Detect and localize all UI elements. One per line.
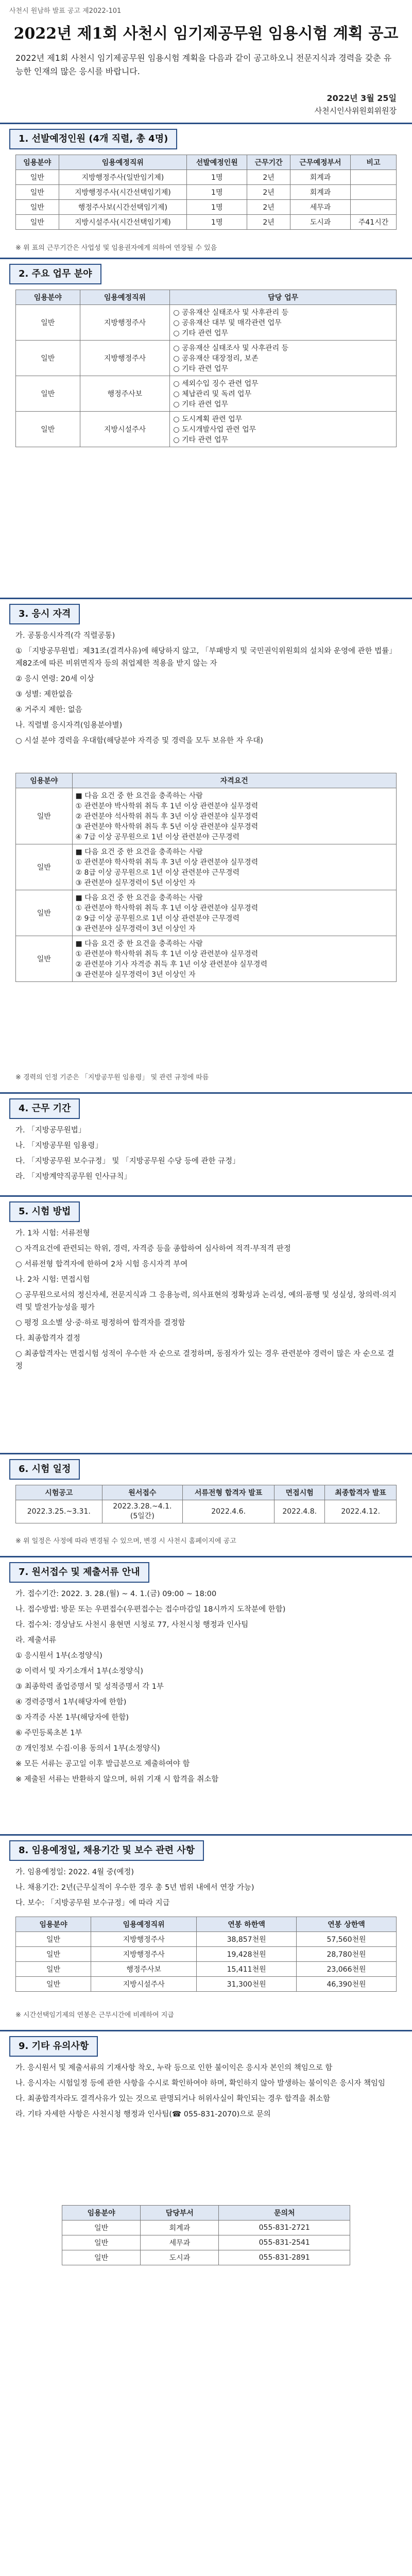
- section-heading-1: 1. 선발예정인원 (4개 직렬, 총 4명): [9, 129, 177, 149]
- paragraph: 가. 공통응시자격(각 직렬공통): [15, 632, 115, 640]
- table-row: [16, 1947, 397, 1962]
- table-row: [16, 1962, 397, 1977]
- table-cell: ■ 다음 요건 중 한 요건을 충족하는 사람 ① 관련분야 학사학위 취득 후 3년 이상 관련분야 실무경력 ② 8급 이상 공무원으로 1년 이상 관련분야 근무경력 ③ 관련분야 실무경력이 5년 이상인 자: [72, 844, 396, 890]
- column-header: 서류전형 합격자 발표: [183, 1485, 274, 1500]
- table-cell: 23,066천원: [297, 1962, 397, 1977]
- intro-paragraph: 2022년 제1회 사천시 임기제공무원 임용시험 계획을 다음과 같이 공고하오니 전문지식과 경력을 갖춘 유능한 인재의 많은 응시를 바랍니다.: [15, 53, 392, 76]
- section-heading-4: 4. 근무 기간: [9, 1098, 80, 1119]
- paragraph: 라. 기타 자세한 사항은 사천시청 행정과 인사팀(☎ 055-831-2070)으로 문의: [15, 2110, 271, 2119]
- column-header: 선발예정인원: [187, 155, 247, 170]
- table-cell: 2년: [247, 200, 290, 215]
- table-row: [16, 788, 397, 844]
- column-header: 근무기간: [247, 155, 290, 170]
- paragraph: 나. 응시자는 시험일정 등에 관한 사항을 수시로 확인하여야 하며, 확인하지 않아 발생하는 불이익은 응시자 책임임: [15, 2079, 386, 2088]
- table-row: [62, 2221, 350, 2235]
- table-cell: 2022.3.25.~3.31.: [16, 1500, 102, 1523]
- eligibility-text: [15, 630, 397, 750]
- table-cell: ■ 다음 요건 중 한 요건을 충족하는 사람 ① 관련분야 학사학위 취득 후 1년 이상 관련분야 실무경력 ② 관련분야 기사 자격증 취득 후 1년 이상 관련분야 실무경력 ③ 관련분야 실무경력이 3년 이상인 자: [72, 936, 396, 982]
- table-cell: 38,857천원: [197, 1932, 297, 1947]
- paragraph: 다. 최종합격자라도 결격사유가 있는 것으로 판명되거나 허위사실이 확인되는 경우 합격을 취소함: [15, 2095, 330, 2103]
- paragraph: 가. 접수기간: 2022. 3. 28.(월) ~ 4. 1.(금) 09:00 ~ 18:00: [15, 1590, 217, 1598]
- table-cell: 일반: [16, 215, 59, 230]
- table-cell: 일반: [16, 305, 80, 341]
- table-cell: 도시과: [141, 2250, 219, 2265]
- paragraph: ○ 공무원으로서의 정신자세, 전문지식과 그 응용능력, 의사표현의 정확성과 논리성, 예의·품행 및 성실성, 창의력·의지력 및 발전가능성을 평가: [15, 1291, 397, 1312]
- paragraph: 가. 1차 시험: 서류전형: [15, 1229, 90, 1238]
- table-cell: 2년: [247, 185, 290, 200]
- table-cell: 회계과: [290, 170, 350, 185]
- paragraph: ⑥ 주민등록초본 1부: [15, 1729, 82, 1737]
- table-cell: 15,411천원: [197, 1962, 297, 1977]
- paragraph: ② 이력서 및 자기소개서 1부(소정양식): [15, 1667, 144, 1675]
- column-header: 자격요건: [72, 773, 396, 788]
- column-header: 임용분야: [16, 155, 59, 170]
- duty-table: [15, 290, 397, 447]
- table-row: [16, 341, 397, 376]
- section-heading-8: 8. 임용예정일, 채용기간 및 보수 관련 사항: [9, 1840, 204, 1861]
- section-heading-7: 7. 원서접수 및 제출서류 안내: [9, 1562, 149, 1583]
- table-cell: 055-831-2541: [219, 2235, 350, 2250]
- table-cell: 일반: [16, 185, 59, 200]
- table-cell: 회계과: [290, 185, 350, 200]
- table-cell: ○ 공유재산 실태조사 및 사후관리 등 ○ 공유재산 대부 및 매각관련 업무 ○ 기타 관련 업무: [170, 305, 397, 341]
- paragraph: ○ 서류전형 합격자에 한하여 2차 시험 응시자격 부여: [15, 1260, 188, 1268]
- selection-note: ※ 위 표의 근무기간은 사업성 및 임용권자에게 의하여 연장될 수 있음: [15, 244, 217, 252]
- paragraph: ③ 최종학력 졸업증명서 및 성적증명서 각 1부: [15, 1683, 164, 1691]
- paragraph: 나. 2차 시험: 면접시험: [15, 1276, 90, 1284]
- table-cell: 2년: [247, 170, 290, 185]
- section-heading-6: 6. 시험 일정: [9, 1459, 80, 1480]
- paragraph: ※ 제출된 서류는 반환하지 않으며, 허위 기재 시 합격을 취소함: [15, 1775, 219, 1784]
- column-header: 임용분야: [62, 2206, 141, 2221]
- table-cell: 일반: [16, 936, 73, 982]
- table-cell: 2022.4.12.: [325, 1500, 397, 1523]
- table-cell: 행정주사보: [80, 376, 170, 412]
- table-cell: 지방행정주사: [80, 341, 170, 376]
- issuing-organization: 사천시인사위원회위원장: [314, 106, 397, 115]
- paragraph: 가. 응시원서 및 제출서류의 기재사항 착오, 누락 등으로 인한 불이익은 응시자 본인의 책임으로 함: [15, 2064, 333, 2072]
- table-row: [16, 215, 397, 230]
- table-cell: [351, 170, 397, 185]
- column-header: 문의처: [219, 2206, 350, 2221]
- table-cell: 행정주사보(시간선택임기제): [59, 200, 187, 215]
- paragraph: 다. 보수: 「지방공무원 보수규정」에 따라 지급: [15, 1899, 170, 1907]
- document-id: 사천시 원남하 발표 공고 제2022-101: [9, 7, 122, 15]
- page-title: 2022년 제1회 사천시 임기제공무원 임용시험 계획 공고: [13, 25, 399, 43]
- table-row: [16, 1977, 397, 1992]
- table-row: [16, 376, 397, 412]
- column-header: 임용분야: [16, 773, 73, 788]
- paragraph: 다. 최종합격자 결정: [15, 1334, 80, 1343]
- table-cell: 일반: [16, 890, 73, 936]
- column-header: 연봉 하한액: [197, 1917, 297, 1932]
- table-cell: 46,390천원: [297, 1977, 397, 1992]
- column-header: 연봉 상한액: [297, 1917, 397, 1932]
- column-header: 원서접수: [102, 1485, 183, 1500]
- table-cell: 1명: [187, 185, 247, 200]
- column-header: 담당부서: [141, 2206, 219, 2221]
- table-cell: 일반: [16, 341, 80, 376]
- table-cell: 일반: [16, 1947, 91, 1962]
- schedule-note: ※ 위 일정은 사정에 따라 변경될 수 있으며, 변경 시 사천시 홈페이지에 공고: [15, 1537, 236, 1545]
- table-cell: 일반: [62, 2250, 141, 2265]
- table-cell: ○ 도시계획 관련 업무 ○ 도시개발사업 관련 업무 ○ 기타 관련 업무: [170, 412, 397, 447]
- table-cell: 055-831-2721: [219, 2221, 350, 2235]
- table-cell: [351, 185, 397, 200]
- table-cell: 지방행정주사(시간선택임기제): [59, 185, 187, 200]
- table-cell: 일반: [16, 412, 80, 447]
- table-cell: 지방시설주사: [80, 412, 170, 447]
- section-divider: [0, 1092, 412, 1094]
- table-row: [16, 936, 397, 982]
- paragraph: 가. 「지방공무원법」: [15, 1126, 86, 1134]
- table-cell: 일반: [16, 788, 73, 844]
- paragraph: 가. 임용예정일: 2022. 4월 중(예정): [15, 1868, 134, 1876]
- paragraph: ※ 모든 서류는 공고일 이후 발급분으로 제출하여야 함: [15, 1760, 190, 1768]
- table-cell: 행정주사보: [91, 1962, 197, 1977]
- section-divider: [0, 2030, 412, 2031]
- table-row: [16, 200, 397, 215]
- salary-table: [15, 1917, 397, 1992]
- table-cell: 2022.4.6.: [183, 1500, 274, 1523]
- table-cell: 지방시설주사: [91, 1977, 197, 1992]
- paragraph: ③ 성별: 제한없음: [15, 690, 73, 699]
- table-cell: 1명: [187, 200, 247, 215]
- table-cell: 1명: [187, 215, 247, 230]
- paragraph: ⑦ 개인정보 수집·이용 동의서 1부(소정양식): [15, 1744, 160, 1753]
- table-cell: 2년: [247, 215, 290, 230]
- table-cell: 28,780천원: [297, 1947, 397, 1962]
- section-heading-5: 5. 시험 방법: [9, 1201, 80, 1222]
- paragraph: 나. 접수방법: 방문 또는 우편접수(우편접수는 접수마감일 18시까지 도착분에 한함): [15, 1605, 286, 1614]
- selection-table: [15, 155, 397, 230]
- column-header: 시험공고: [16, 1485, 102, 1500]
- section-divider: [0, 123, 412, 124]
- paragraph: 라. 「지방계약직공무원 인사규칙」: [15, 1173, 131, 1181]
- paragraph: 나. 「지방공무원 임용령」: [15, 1142, 102, 1150]
- table-row: [62, 2250, 350, 2265]
- eligibility-note: ※ 경력의 인정 기준은 「지방공무원 임용령」 및 관련 규정에 따름: [15, 1074, 209, 1081]
- contact-table: [62, 2205, 350, 2265]
- table-row: [16, 305, 397, 341]
- paragraph: ⑤ 자격증 사본 1부(해당자에 한함): [15, 1714, 129, 1722]
- paragraph: ④ 거주지 제한: 없음: [15, 706, 82, 714]
- table-row: [16, 844, 397, 890]
- table-cell: 회계과: [141, 2221, 219, 2235]
- column-header: 임용분야: [16, 290, 80, 305]
- table-row: [62, 2235, 350, 2250]
- table-cell: 055-831-2891: [219, 2250, 350, 2265]
- table-cell: 19,428천원: [197, 1947, 297, 1962]
- table-cell: ○ 세외수입 징수 관련 업무 ○ 체납관리 및 독려 업무 ○ 기타 관련 업무: [170, 376, 397, 412]
- paragraph: ④ 경력증명서 1부(해당자에 한함): [15, 1698, 127, 1706]
- paragraph: 다. 「지방공무원 보수규정」 및 「지방공무원 수당 등에 관한 규정」: [15, 1157, 240, 1165]
- section-divider: [0, 1556, 412, 1557]
- paragraph: ① 응시원서 1부(소정양식): [15, 1652, 102, 1660]
- table-cell: 31,300천원: [197, 1977, 297, 1992]
- table-cell: 지방행정주사(일반임기제): [59, 170, 187, 185]
- table-cell: 일반: [62, 2235, 141, 2250]
- table-cell: 지방행정주사: [91, 1932, 197, 1947]
- column-header: 담당 업무: [170, 290, 397, 305]
- table-cell: 지방시설주사(시간선택임기제): [59, 215, 187, 230]
- paragraph: ① 「지방공무원법」제31조(결격사유)에 해당하지 않고, 「부패방지 및 국민권익위원회의 설치와 운영에 관한 법률」제82조에 따른 비위면직자 등의 취업제한 적용을 받지 않는 자: [15, 647, 397, 668]
- section-heading-9: 9. 기타 유의사항: [9, 2036, 98, 2057]
- table-row: [16, 1500, 397, 1523]
- column-header: 임용예정직위: [59, 155, 187, 170]
- schedule-table: [15, 1485, 397, 1523]
- column-header: 임용예정직위: [80, 290, 170, 305]
- table-cell: 2022.4.8.: [274, 1500, 325, 1523]
- table-cell: 일반: [16, 1932, 91, 1947]
- paragraph: 다. 접수처: 경상남도 사천시 용현면 시청로 77, 사천시청 행정과 인사팀: [15, 1621, 249, 1629]
- table-cell: 지방행정주사: [91, 1947, 197, 1962]
- appointment-text: [15, 1866, 397, 1912]
- table-cell: 지방행정주사: [80, 305, 170, 341]
- column-header: 근무예정부서: [290, 155, 350, 170]
- column-header: 면접시험: [274, 1485, 325, 1500]
- column-header: 임용예정직위: [91, 1917, 197, 1932]
- table-cell: 57,560천원: [297, 1932, 397, 1947]
- section-divider: [0, 258, 412, 259]
- notes-text: [15, 2062, 397, 2124]
- table-row: [16, 1932, 397, 1947]
- section-divider: [0, 1453, 412, 1454]
- table-row: [16, 412, 397, 447]
- section-heading-3: 3. 응시 자격: [9, 604, 80, 624]
- section-divider: [0, 598, 412, 599]
- publish-date: 2022년 3월 25일: [327, 93, 397, 103]
- table-cell: 1명: [187, 170, 247, 185]
- table-cell: ■ 다음 요건 중 한 요건을 충족하는 사람 ① 관련분야 박사학위 취득 후 1년 이상 관련분야 실무경력 ② 관련분야 석사학위 취득 후 3년 이상 관련분야 실무경력 ③ 관련분야 학사학위 취득 후 5년 이상 관련분야 실무경력 ④ 7급 이상 공무원으로 1년 이상 관련분야 근무경력: [72, 788, 396, 844]
- column-header: 비고: [351, 155, 397, 170]
- table-cell: 일반: [16, 200, 59, 215]
- paragraph: ② 응시 연령: 20세 이상: [15, 675, 94, 683]
- paragraph: ○ 시설 분야 경력을 우대함(해당분야 자격증 및 경력을 모두 보유한 자 우대): [15, 737, 263, 745]
- paragraph: 라. 제출서류: [15, 1636, 57, 1645]
- table-cell: 일반: [62, 2221, 141, 2235]
- section-heading-2: 2. 주요 업무 분야: [9, 264, 101, 284]
- table-cell: 세무과: [141, 2235, 219, 2250]
- table-row: [16, 170, 397, 185]
- application-text: [15, 1588, 397, 1789]
- salary-note: ※ 시간선택임기제의 연봉은 근무시간에 비례하여 지급: [15, 2011, 174, 2019]
- table-cell: 주41시간: [351, 215, 397, 230]
- section-divider: [0, 1195, 412, 1197]
- table-cell: 일반: [16, 1962, 91, 1977]
- table-cell: 일반: [16, 844, 73, 890]
- paragraph: 나. 직렬별 응시자격(임용분야별): [15, 721, 123, 730]
- column-header: 임용분야: [16, 1917, 91, 1932]
- paragraph: 나. 채용기간: 2년(근무실적이 우수한 경우 총 5년 범위 내에서 연장 가능): [15, 1884, 254, 1892]
- work-period-text: [15, 1124, 397, 1186]
- table-cell: ○ 공유재산 실태조사 및 사후관리 등 ○ 공유재산 대장정리, 보존 ○ 기타 관련 업무: [170, 341, 397, 376]
- eligibility-table: [15, 773, 397, 982]
- paragraph: ○ 자격요건에 관련되는 학위, 경력, 자격증 등을 종합하여 심사하여 적격·부적격 판정: [15, 1245, 291, 1253]
- paragraph: ○ 최종합격자는 면접시험 성적이 우수한 자 순으로 결정하며, 동점자가 있는 경우 관련분야 경력이 많은 자 순으로 결정: [15, 1350, 394, 1370]
- table-cell: 일반: [16, 170, 59, 185]
- table-cell: [351, 200, 397, 215]
- column-header: 최종합격자 발표: [325, 1485, 397, 1500]
- exam-method-text: [15, 1227, 397, 1376]
- table-cell: 일반: [16, 1977, 91, 1992]
- table-cell: 세무과: [290, 200, 350, 215]
- table-row: [16, 890, 397, 936]
- section-divider: [0, 1834, 412, 1836]
- table-row: [16, 185, 397, 200]
- table-cell: 2022.3.28.~4.1. (5일간): [102, 1500, 183, 1523]
- table-cell: ■ 다음 요건 중 한 요건을 충족하는 사람 ① 관련분야 학사학위 취득 후 1년 이상 관련분야 실무경력 ② 9급 이상 공무원으로 1년 이상 관련분야 근무경력 ③ 관련분야 실무경력이 3년 이상인 자: [72, 890, 396, 936]
- table-cell: 일반: [16, 376, 80, 412]
- paragraph: ○ 평정 요소별 상·중·하로 평정하여 합격자를 결정함: [15, 1319, 185, 1327]
- table-cell: 도시과: [290, 215, 350, 230]
